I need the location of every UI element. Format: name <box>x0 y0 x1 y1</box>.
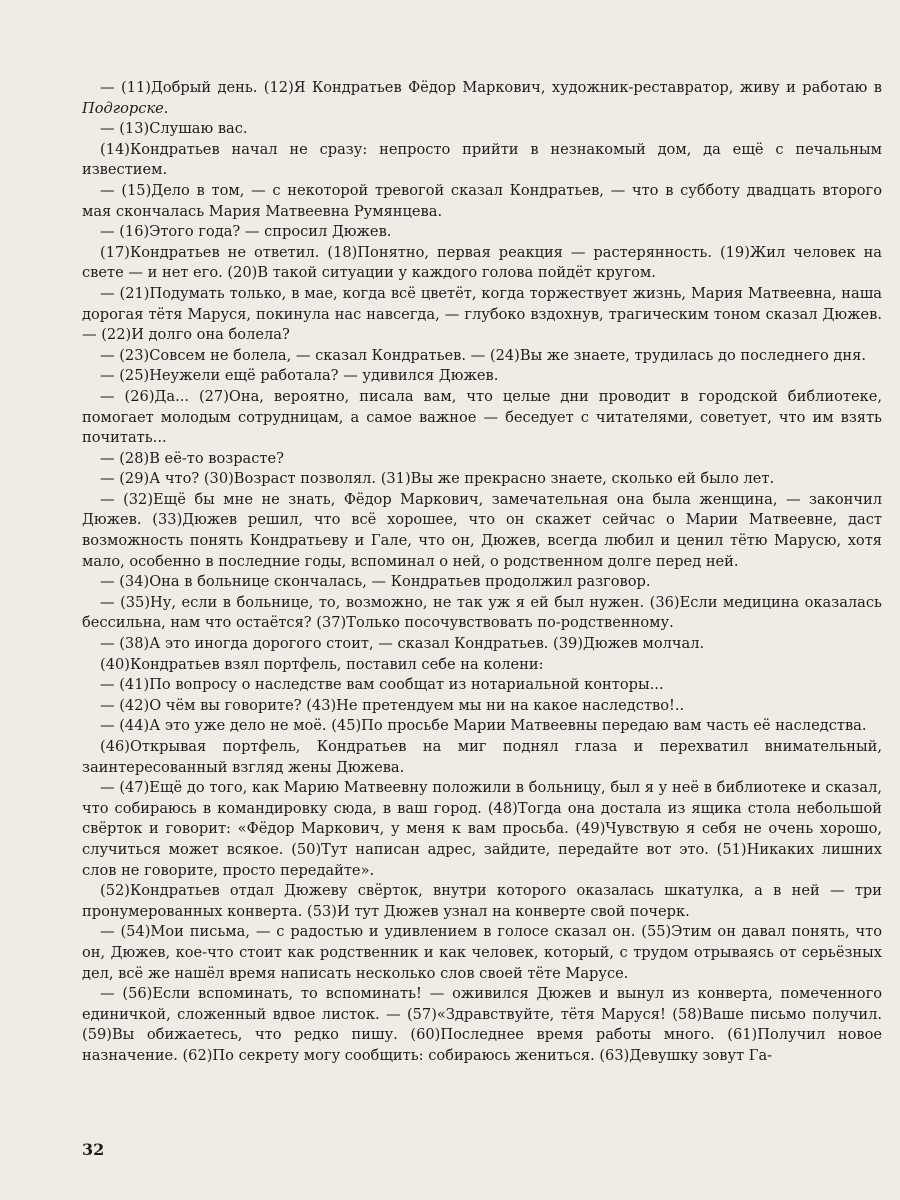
paragraph: — (25)Неужели ещё работала? — удивился Дюжев. <box>100 367 499 385</box>
paragraph: (17)Кондратьев не ответил. (18)Понятно, первая реакция — растерянность. (19)Жил человек на свете — и нет его. (20)В такой ситуации у каждого голова пойдёт кругом. <box>82 243 882 282</box>
paragraph: — (32)Ещё бы мне не знать, Фёдор Маркович, замечательная она была женщина, — закончил Дюжев. (33)Дюжев решил, что всё хорошее, что он скажет сейчас о Марии Матвеевне, даст возможность понять Кондратьеву и Гале, что он, Дюжев, всегда любил и ценил тётю Марусю, хотя мало, особенно в последние годы, вспоминал о ней, о родственном долге перед ней. <box>82 490 882 570</box>
paragraph: — (47)Ещё до того, как Марию Матвеевну положили в больницу, был я у неё в библиотеке и сказал, что собираюсь в командировку сюда, в ваш город. (48)Тогда она достала из ящика стола небольшой свёрток и говорит: «Фёдор Маркович, у меня к вам просьба. (49)Чувствую я себя не очень хорошо, случиться может всякое. (50)Тут написан адрес, зайдите, передайте вот это. (51)Никаких лишних слов не говорите, просто передайте». <box>82 779 882 879</box>
paragraph: — (23)Совсем не болела, — сказал Кондратьев. — (24)Вы же знаете, трудилась до последнего дня. <box>100 346 866 364</box>
paragraph: — (56)Если вспоминать, то вспоминать! — оживился Дюжев и вынул из конверта, помеченного единичкой, сложенный вдвое листок. — (57)«Здравствуйте, тётя Маруся! (58)Ваше письмо получил. (59)Вы обижаетесь, что редко пишу. (60)Последнее время работы много. (61)Получил новое назначение. (62)По секрету могу сообщить: собираюсь жениться. (63)Девушку зовут Га- <box>82 985 882 1064</box>
paragraph: — (11)Добрый день. (12)Я Кондратьев Фёдор Маркович, художник-реставратор, живу и работаю в Подгорске. <box>82 79 882 117</box>
paragraph: — (44)А это уже дело не моё. (45)По просьбе Марии Матвеевны передаю вам часть её наследства. <box>100 717 867 735</box>
paragraph: (14)Кондратьев начал не сразу: непросто прийти в незнакомый дом, да ещё с печальным известием. <box>82 140 882 179</box>
italic-place-name: Подгорске <box>82 99 164 117</box>
paragraph: — (29)А что? (30)Возраст позволял. (31)Вы же прекрасно знаете, сколько ей было лет. <box>100 470 775 488</box>
paragraph: — (34)Она в больнице скончалась, — Кондратьев продолжил разговор. <box>100 573 651 591</box>
paragraph: — (54)Мои письма, — с радостью и удивлением в голосе сказал он. (55)Этим он давал понять, что он, Дюжев, кое-что стоит как родственник и как человек, который, с трудом отрываясь от серьёзных дел, всё же нашёл время написать несколько слов своей тёте Марусе. <box>82 923 882 982</box>
paragraph: — (21)Подумать только, в мае, когда всё цветёт, когда торжествует жизнь, Мария Матвеевна, наша дорогая тётя Маруся, покинула нас навсегда, — глубоко вздохнув, трагическим тоном сказал Дюжев. — (22)И долго она болела? <box>82 284 882 344</box>
paragraph: — (38)А это иногда дорогого стоит, — сказал Кондратьев. (39)Дюжев молчал. <box>100 635 705 653</box>
paragraph: — (16)Этого года? — спросил Дюжев. <box>100 223 392 241</box>
story-text <box>82 78 882 1067</box>
paragraph: (52)Кондратьев отдал Дюжеву свёрток, внутри которого оказалась шкатулка, а в ней — три пронумерованных конверта. (53)И тут Дюжев узнал на конверте свой почерк. <box>82 882 882 920</box>
paragraph: — (13)Слушаю вас. <box>100 120 248 138</box>
paragraph: (46)Открывая портфель, Кондратьев на миг поднял глаза и перехватил внимательный, заинтересованный взгляд жены Дюжева. <box>82 738 882 776</box>
paragraph: — (28)В её-то возрасте? <box>100 449 284 467</box>
paragraph: — (42)О чём вы говорите? (43)Не претендуем мы ни на какое наследство!.. <box>100 696 685 714</box>
paragraph: — (41)По вопросу о наследстве вам сообщат из нотариальной конторы... <box>100 676 664 694</box>
paragraph: — (35)Ну, если в больнице, то, возможно, не так уж я ей был нужен. (36)Если медицина оказалась бессильна, нам что остаётся? (37)Только посочувствовать по-родственному. <box>82 593 882 632</box>
paragraph: (40)Кондратьев взял портфель, поставил себе на колени: <box>100 655 544 673</box>
page-number: 32 <box>82 1140 105 1159</box>
paragraph: — (15)Дело в том, — с некоторой тревогой сказал Кондратьев, — что в субботу двадцать второго мая скончалась Мария Матвеевна Румянцева. <box>82 181 882 220</box>
paragraph: — (26)Да... (27)Она, вероятно, писала вам, что целые дни проводит в городской библиотеке, помогает молодым сотрудницам, а самое важное — беседует с читателями, советует, что им взять почитать... <box>82 387 882 447</box>
